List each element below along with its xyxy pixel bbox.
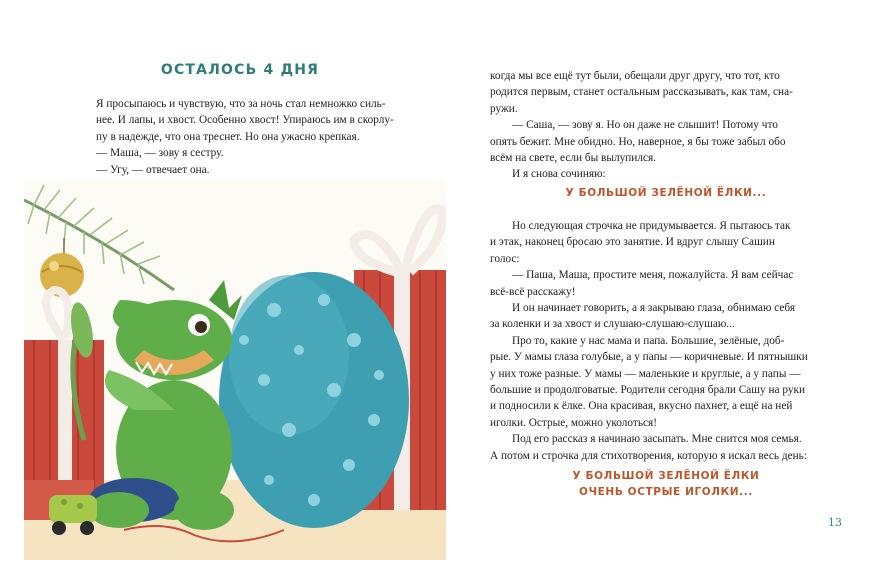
text-line: всё-всё расскажу!: [490, 285, 576, 298]
right-page: [452, 0, 880, 576]
text-line: пу в надежде, что она треснет. Но она ужасно крепкая.: [96, 130, 360, 143]
text-line: — Угу, — отвечает она.: [96, 163, 210, 176]
text-line: и этак, наконец бросаю это занятие. И вдруг слышу Сашин: [490, 236, 775, 249]
text-line: А потом и строчка для стихотворения, которую я искал весь день:: [490, 449, 807, 462]
text-line: — Саша, — зову я. Но он даже не слышит! Потому что: [512, 119, 778, 132]
poem-line: У БОЛЬШОЙ ЗЕЛЁНОЙ ЁЛКИ...: [565, 187, 767, 199]
poem-line: ОЧЕНЬ ОСТРЫЕ ИГОЛКИ...: [579, 486, 753, 498]
text-line: опять бежит. Мне обидно. Но, наверное, я бы тоже забыл обо: [490, 135, 786, 148]
text-line: голос:: [490, 252, 520, 265]
text-line: у них тоже разные. У мамы — маленькие и круглые, а у папы —: [490, 367, 801, 380]
poem-final: [490, 468, 842, 500]
text-line: Но следующая строчка не придумывается. Я пытаюсь так: [512, 220, 791, 232]
text-line: родится первым, станет остальным рассказывать, как там, сна-: [490, 86, 793, 99]
dragon-egg-illustration: [24, 180, 446, 560]
poem-line: У БОЛЬШОЙ ЗЕЛЁНОЙ ЁЛКИ: [572, 470, 760, 482]
text-line: всём на свете, если бы вылупился.: [490, 152, 657, 165]
text-line: — Маша, — зову я сестру.: [96, 147, 224, 160]
text-line: иголки. Острые, можно уколоться!: [490, 416, 657, 429]
text-line: — Паша, Маша, простите меня, пожалуйста. Я вам сейчас: [512, 269, 794, 282]
text-line: и подносили к ёлке. Она красивая, вкусно пахнет, а ещё на ней: [490, 400, 793, 413]
chapter-title: ОСТАЛОСЬ 4 ДНЯ: [160, 62, 320, 78]
text-line: И он начинает говорить, а я закрываю глаза, обнимаю себя: [512, 302, 796, 315]
text-line: большие и продолговатые. Родители сегодня брали Сашу на руки: [490, 384, 806, 397]
text-line: ружи.: [490, 102, 518, 115]
right-text-block: [490, 68, 842, 183]
text-line: когда мы все ещё тут были, обещали друг другу, что тот, кто: [490, 70, 780, 82]
text-line: Под его рассказ я начинаю засыпать. Мне снится моя семья.: [512, 433, 802, 446]
page-number: 13: [828, 516, 842, 529]
blue-egg: [219, 272, 409, 528]
text-line: Про то, какие у нас мама и папа. Большие, зелёные, доб-: [512, 334, 785, 347]
text-line: Я просыпаюсь и чувствую, что за ночь стал немножко силь-: [96, 98, 386, 110]
text-line: нее. И лапы, и хвост. Особенно хвост! Упираюсь им в скорлу-: [96, 114, 394, 127]
text-line: за коленки и за хвост и слушаю-слушаю-слушаю...: [490, 318, 735, 331]
text-line: рые. У мамы глаза голубые, а у папы — коричневые. И пятнышки: [490, 351, 808, 364]
right-text-block-2: [490, 218, 842, 464]
text-line: И я снова сочиняю:: [512, 168, 606, 181]
